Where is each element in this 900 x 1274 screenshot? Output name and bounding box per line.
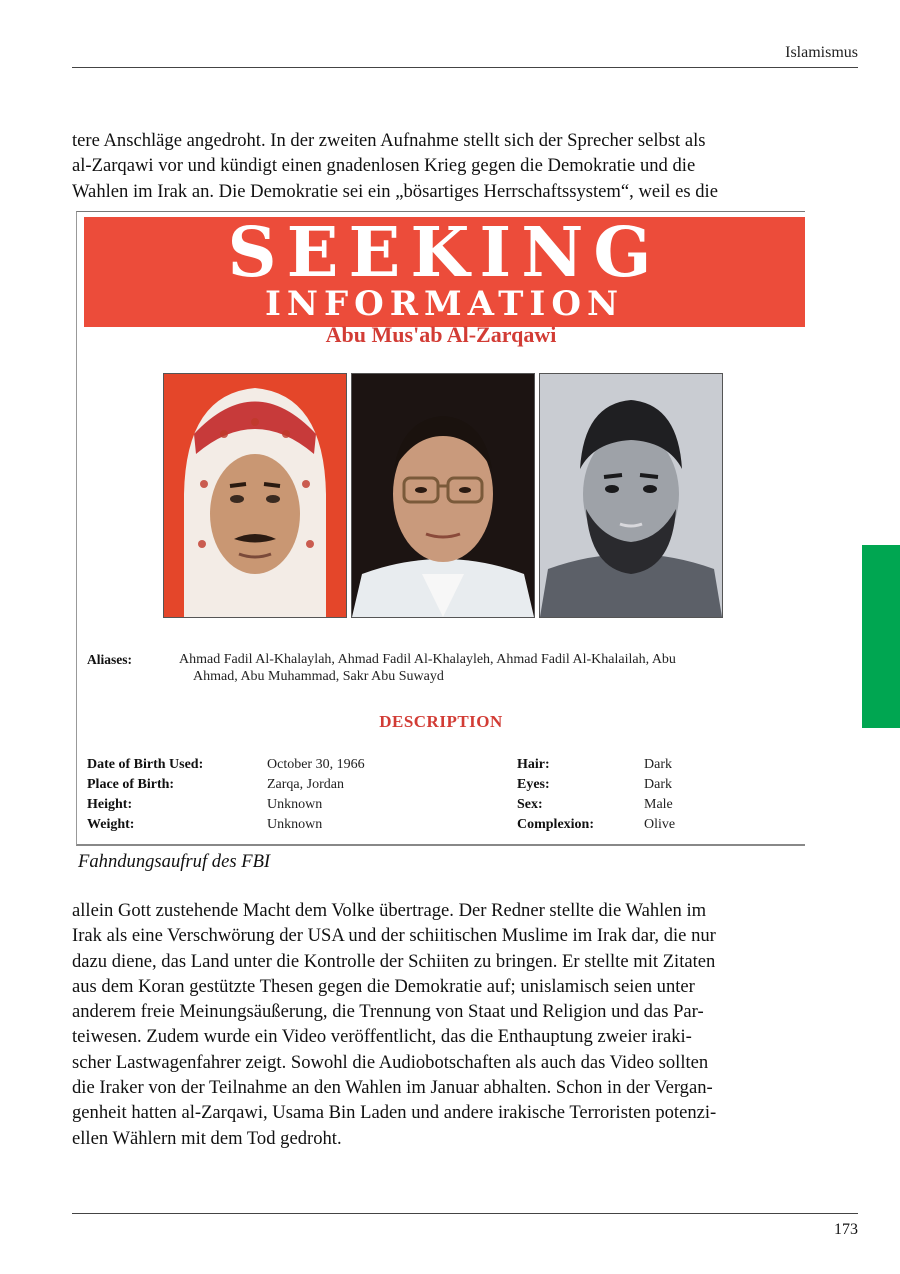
header-rule [72,67,858,68]
description-row [87,817,787,837]
text-line: Irak als eine Verschwörung der USA und der schiitischen Muslime im Irak dar, die nur [72,925,716,947]
text-line: tere Anschläge angedroht. In der zweiten Aufnahme stellt sich der Sprecher selbst als [72,130,706,151]
field-label: Date of Birth Used: [87,757,204,772]
figure-caption: Fahndungsaufruf des FBI [78,851,271,872]
description-table [87,757,787,837]
field-label: Eyes: [517,777,550,792]
field-label: Hair: [517,757,550,772]
aliases-label: Aliases: [87,652,132,667]
field-value: Dark [644,757,672,772]
portrait-photo-keffiyeh [163,373,347,618]
description-row [87,757,787,777]
field-label: Height: [87,797,133,812]
text-line: scher Lastwagenfahrer zeigt. Sowohl die Audiobotschaften als auch das Video sollten [72,1051,709,1073]
field-label: Place of Birth: [87,777,175,792]
text-line: aus dem Koran gestützte Thesen gegen die Demokratie auf; unislamisch seien unter [72,975,695,997]
field-value: Dark [644,777,672,792]
banner-subtitle: INFORMATION [264,284,625,324]
field-label: Weight: [87,817,135,832]
running-head: Islamismus [785,44,858,61]
field-value: Male [644,797,673,812]
footer-rule [72,1213,858,1214]
paragraph-after-figure [72,898,812,1151]
aliases-line: Ahmad, Abu Muhammad, Sakr Abu Suwayd [193,669,444,684]
field-label: Complexion: [517,817,594,832]
banner-title: SEEKING [227,213,662,293]
page-number: 173 [834,1221,858,1238]
field-value: Unknown [267,817,323,832]
text-line: teiwesen. Zudem wurde ein Video veröffentlicht, das die Enthauptung zweier iraki- [72,1026,692,1048]
text-line: Wahlen im Irak an. Die Demokratie sei ein „bösartiges Herrschaftssystem“, weil es die [72,180,718,202]
subject-name: Abu Mus'ab Al-Zarqawi [325,322,557,347]
field-value: Unknown [267,797,323,812]
text-line: ellen Wählern mit dem Tod gedroht. [72,1127,342,1149]
text-line: dazu diene, das Land unter die Kontrolle der Schiiten zu bringen. Er stellte mit Zitaten [72,950,716,972]
text-line: die Iraker von der Teilnahme an den Wahlen im Januar abhalten. Schon in der Vergan- [72,1077,713,1099]
field-value: Olive [644,817,676,832]
aliases-line: Ahmad Fadil Al-Khalaylah, Ahmad Fadil Al-Khalayleh, Ahmad Fadil Al-Khalailah, Abu [179,652,676,667]
chapter-thumb-tab [862,545,900,728]
portrait-photo-glasses [351,373,535,618]
field-label: Sex: [517,797,543,812]
field-value: Zarqa, Jordan [267,777,344,792]
poster-banner [84,213,805,327]
field-value: October 30, 1966 [267,757,365,772]
wanted-poster-figure [76,211,805,846]
aliases-list [179,651,779,685]
paragraph-before-figure [72,128,812,204]
text-line: al-Zarqawi vor und kündigt einen gnadenlosen Krieg gegen die Demokratie und die [72,155,696,177]
description-row [87,797,787,817]
description-heading: DESCRIPTION [379,712,503,731]
text-line: allein Gott zustehende Macht dem Volke übertrage. Der Redner stellte die Wahlen im [72,900,707,921]
portrait-photo-bw [539,373,723,618]
text-line: anderem freie Meinungsäußerung, die Trennung von Staat und Religion und das Par- [72,1001,704,1023]
description-row [87,777,787,797]
text-line: genheit hatten al-Zarqawi, Usama Bin Laden und andere irakische Terroristen potenzi- [72,1102,717,1124]
